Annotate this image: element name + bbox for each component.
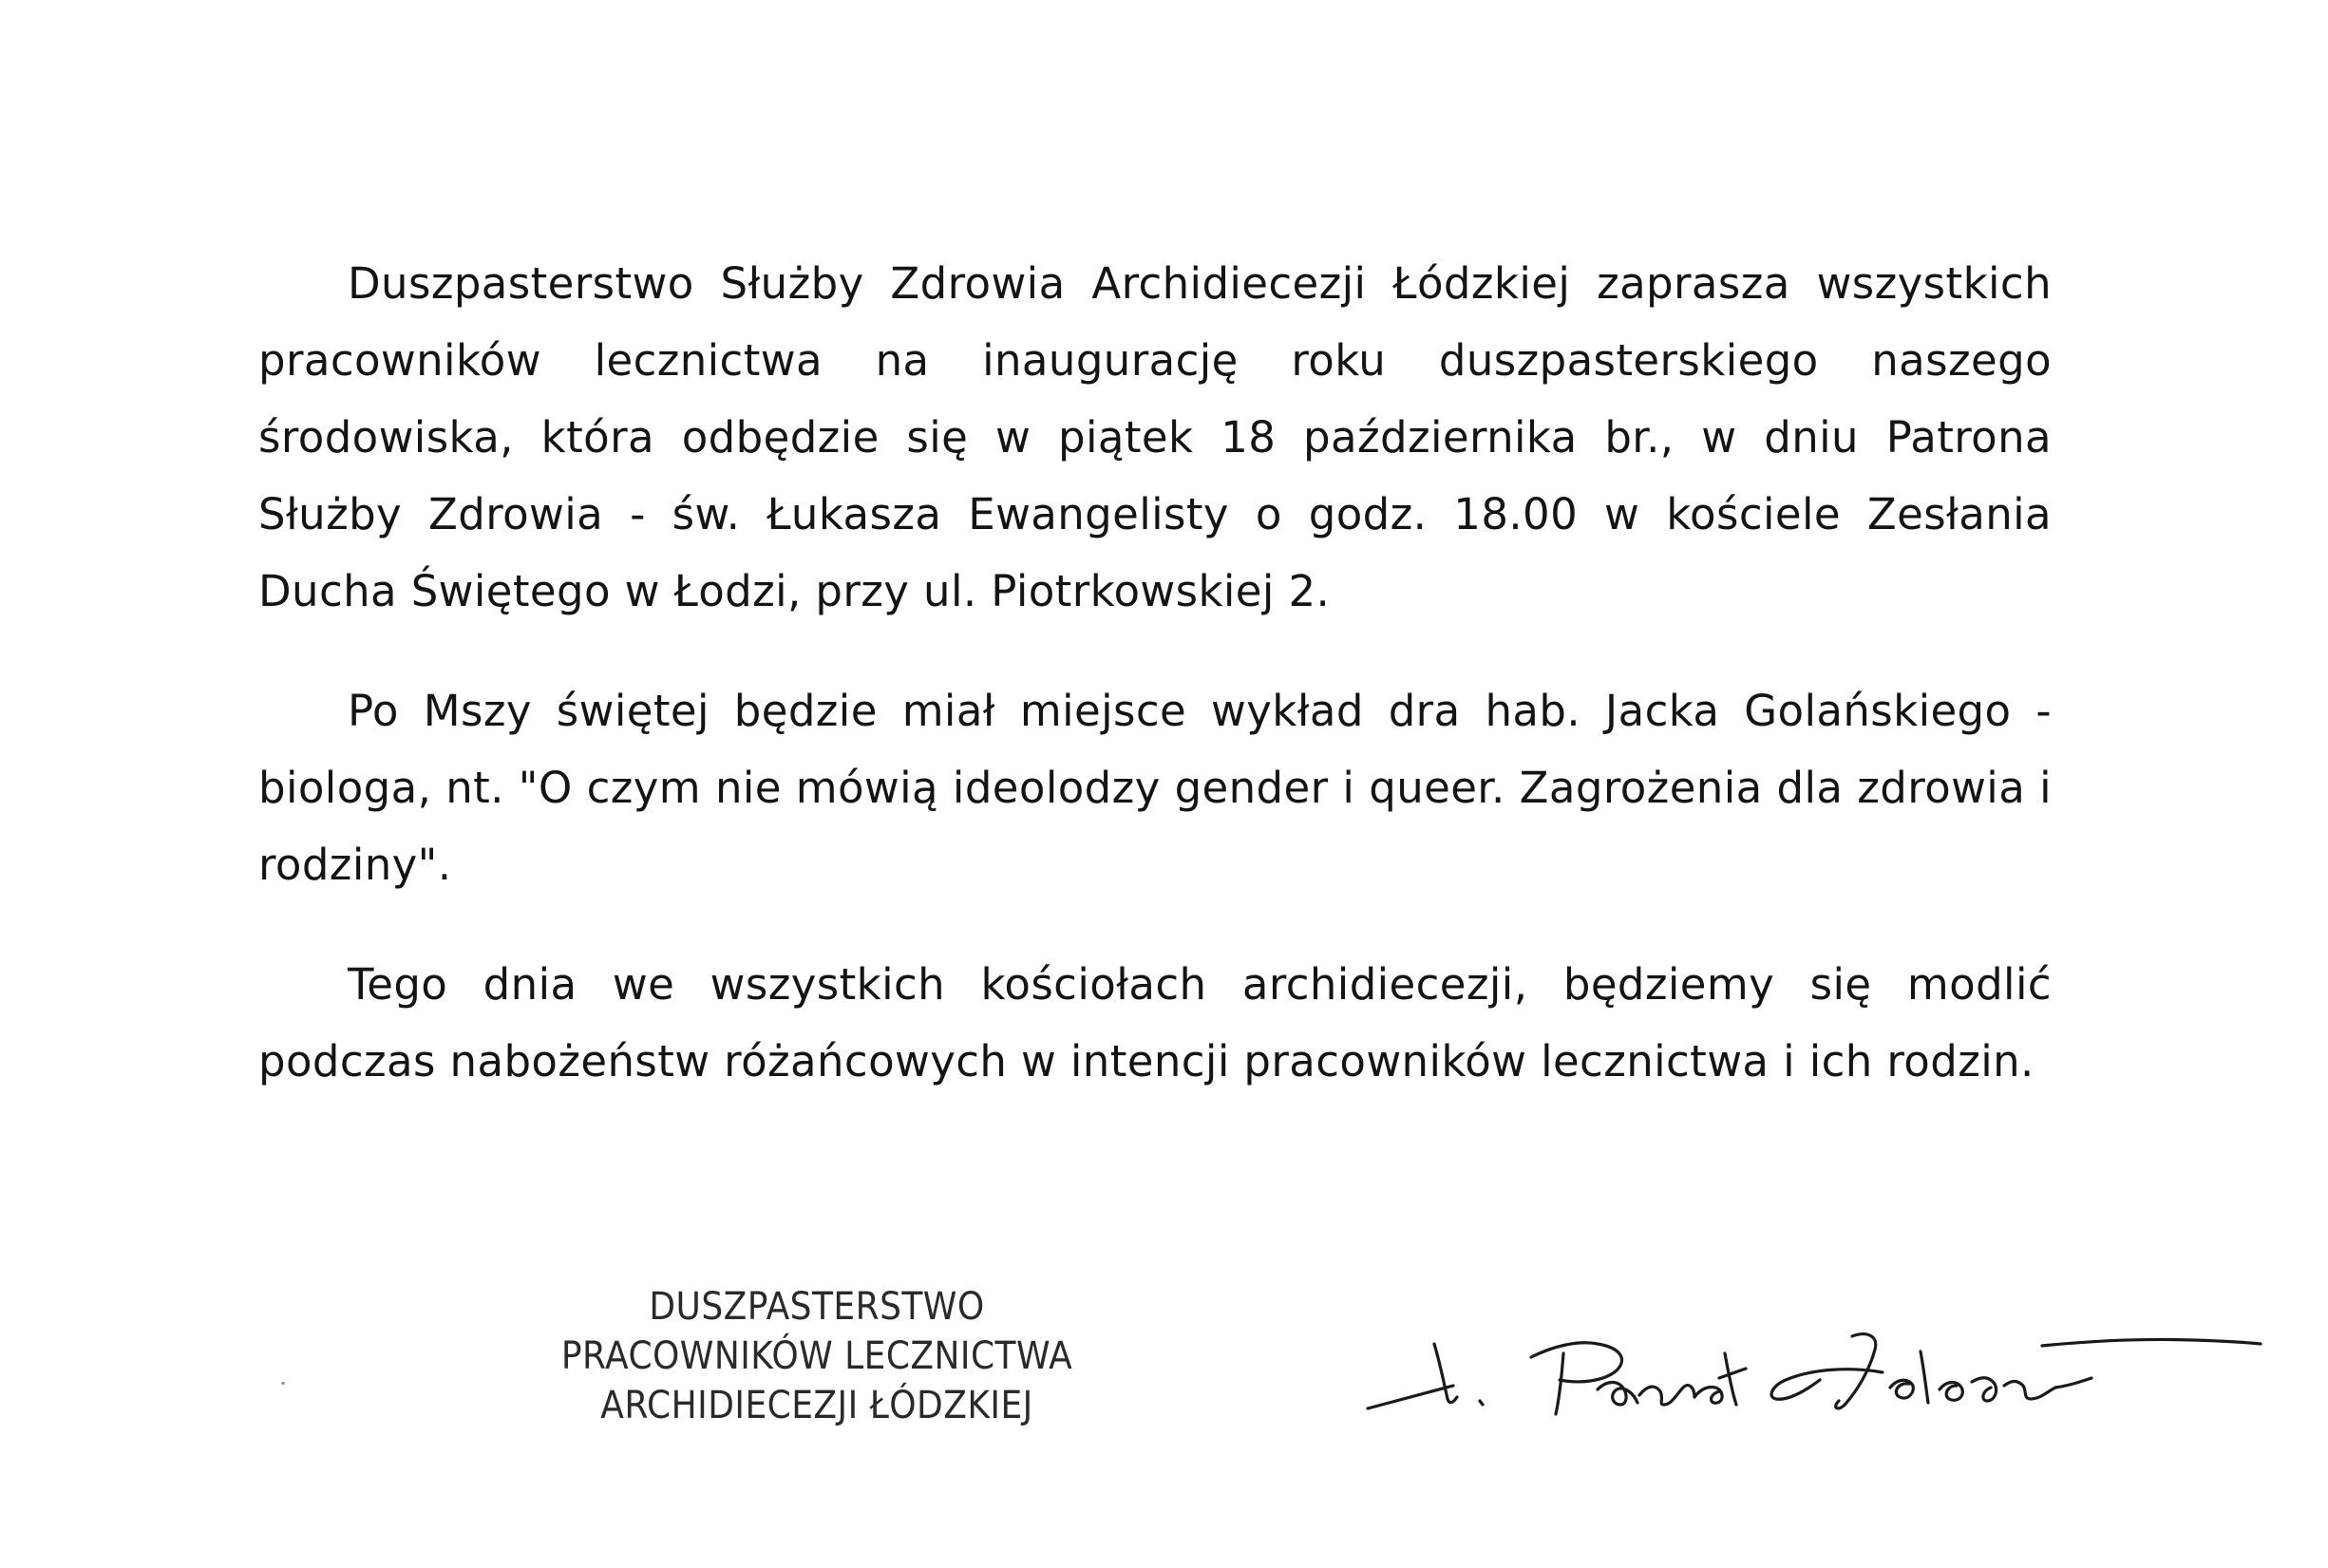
- paragraph-invitation: Duszpasterstwo Służby Zdrowia Archidiecezji Łódzkiej zaprasza wszystkich pracowników lecznictwa na inaugurację roku duszpasterskiego naszego środowiska, która odbędzie się w piątek 18 października br., w dniu Patrona Służby Zdrowia - św. Łukasza Ewangelisty o godz. 18.00 w kościele Zesłania Ducha Świętego w Łodzi, przy ul. Piotrkowskiej 2.: [258, 258, 2052, 616]
- letter-body: [258, 245, 2052, 1100]
- signature-drawing: [1358, 1287, 2270, 1439]
- stamp-line-3: ARCHIDIECEZJI ŁÓDZKIEJ: [600, 1384, 1033, 1427]
- scan-speck: [281, 1382, 285, 1385]
- paragraph-lecture: Po Mszy świętej będzie miał miejsce wykład dra hab. Jacka Golańskiego - biologa, nt. "O czym nie mówią ideolodzy gender i queer. Zagrożenia dla zdrowia i rodziny".: [258, 686, 2052, 890]
- stamp-line-2: PRACOWNIKÓW LECZNICTWA: [560, 1334, 1073, 1378]
- handwritten-signature: [1358, 1287, 2270, 1439]
- paragraph-prayer: Tego dnia we wszystkich kościołach archidiecezji, będziemy się modlić podczas nabożeństw różańcowych w intencji pracowników lecznictwa i ich rodzin.: [258, 959, 2052, 1086]
- institution-stamp: [560, 1282, 1073, 1430]
- stamp-line-1: DUSZPASTERSTWO: [649, 1285, 985, 1329]
